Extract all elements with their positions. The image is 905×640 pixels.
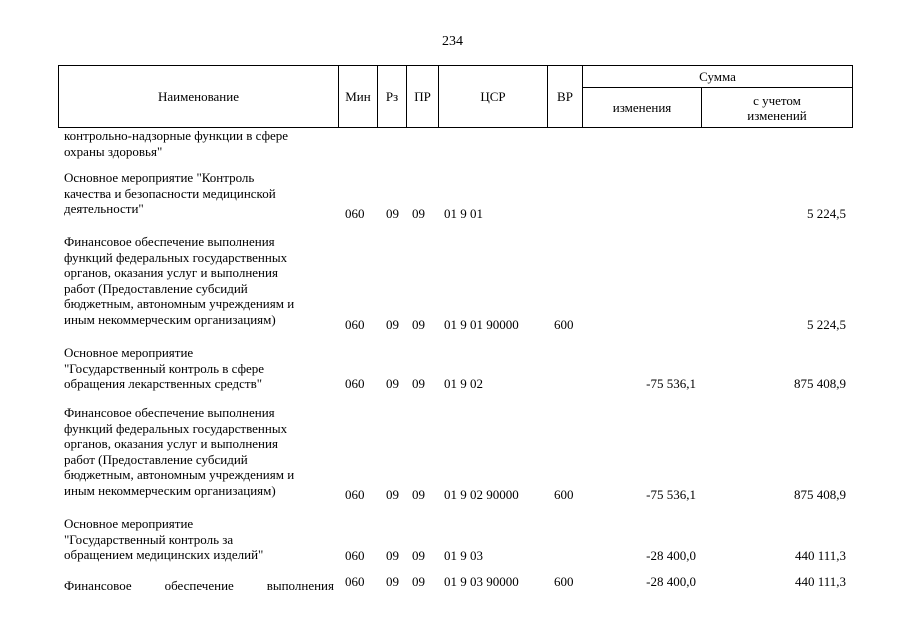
row-izmeneniya: -75 536,1 [646, 376, 696, 391]
row-csr: 01 9 03 90000 [444, 574, 519, 589]
row-name: Финансовое обеспечение выполнения [64, 578, 334, 593]
header-vr: ВР [547, 65, 583, 128]
row-name: Финансовое обеспечение выполнения функций федеральных государственных органов, оказания услуг и выполнения работ (Предоставление субсидий бюджетным, автономным учреждениям и иным некоммерческим организациям) [64, 234, 295, 327]
page-number: 234 [442, 34, 463, 49]
row-min: 060 [345, 376, 365, 391]
header-min: Мин [338, 65, 378, 128]
row-total: 440 111,3 [794, 548, 846, 563]
header-pr: ПР [406, 65, 439, 128]
header-izmeneniya: изменения [582, 87, 702, 128]
row-pr: 09 [412, 548, 425, 563]
row-name: Финансовое обеспечение выполнения функций федеральных государственных органов, оказания услуг и выполнения работ (Предоставление субсидий бюджетным, автономным учреждениям и иным некоммерческим организациям) [64, 405, 295, 498]
row-vr: 600 [554, 574, 574, 589]
row-vr: 600 [554, 487, 574, 502]
row-total: 5 224,5 [807, 317, 846, 332]
row-total: 5 224,5 [807, 206, 846, 221]
row-rz: 09 [386, 317, 399, 332]
header-name: Наименование [58, 65, 339, 128]
row-pr: 09 [412, 206, 425, 221]
row-pr: 09 [412, 376, 425, 391]
row-min: 060 [345, 548, 365, 563]
row-min: 060 [345, 206, 365, 221]
row-total: 875 408,9 [794, 376, 846, 391]
row-pr: 09 [412, 487, 425, 502]
row-izmeneniya: -28 400,0 [646, 548, 696, 563]
row-min: 060 [345, 487, 365, 502]
row-name: Основное мероприятие "Государственный контроль в сфере обращения лекарственных средств" [64, 345, 265, 391]
row-name: Основное мероприятие "Государственный контроль за обращением медицинских изделий" [64, 516, 264, 562]
row-vr: 600 [554, 317, 574, 332]
row-min: 060 [345, 317, 365, 332]
row-name: Основное мероприятие "Контроль качества и безопасности медицинской деятельности" [64, 170, 276, 216]
row-rz: 09 [386, 206, 399, 221]
row-rz: 09 [386, 487, 399, 502]
row-pr: 09 [412, 317, 425, 332]
row-izmeneniya: -28 400,0 [646, 574, 696, 589]
row-name: контрольно-надзорные функции в сфере охраны здоровья" [64, 128, 289, 159]
row-csr: 01 9 02 [444, 376, 483, 391]
row-total: 440 111,3 [794, 574, 846, 589]
header-rz: Рз [377, 65, 407, 128]
row-csr: 01 9 01 [444, 206, 483, 221]
row-total: 875 408,9 [794, 487, 846, 502]
header-s-uchetom: с учетом изменений [701, 87, 853, 128]
header-csr: ЦСР [438, 65, 548, 128]
header-summa: Сумма [582, 65, 853, 88]
row-rz: 09 [386, 574, 399, 589]
row-csr: 01 9 03 [444, 548, 483, 563]
row-izmeneniya: -75 536,1 [646, 487, 696, 502]
row-rz: 09 [386, 376, 399, 391]
row-rz: 09 [386, 548, 399, 563]
row-pr: 09 [412, 574, 425, 589]
row-csr: 01 9 02 90000 [444, 487, 519, 502]
row-csr: 01 9 01 90000 [444, 317, 519, 332]
row-min: 060 [345, 574, 365, 589]
